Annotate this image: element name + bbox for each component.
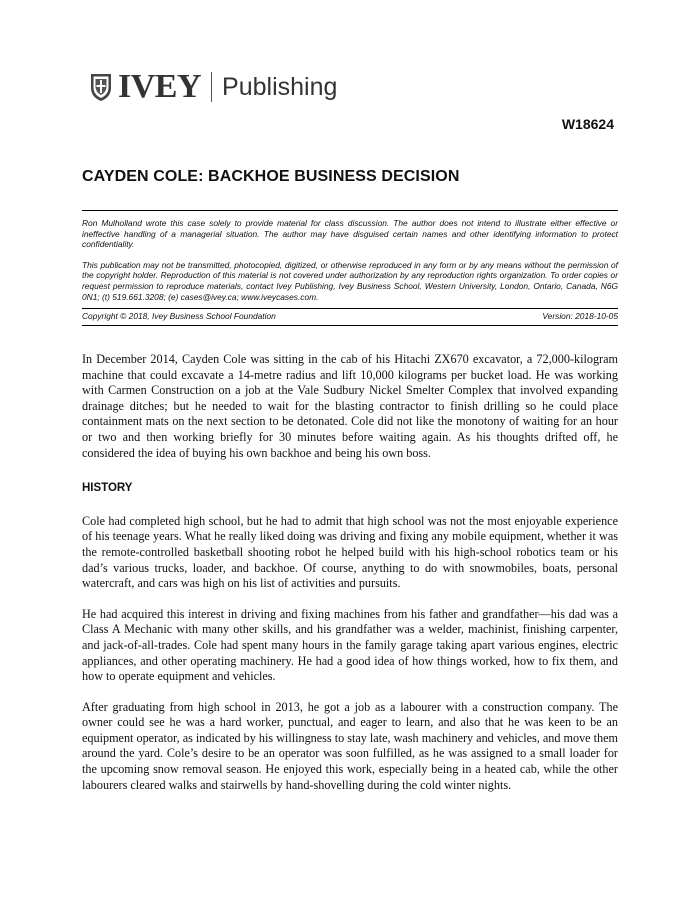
- case-body: [82, 352, 618, 808]
- history-heading: HISTORY: [82, 482, 133, 495]
- logo-divider: [211, 72, 212, 102]
- history-paragraph-2: He had acquired this interest in driving and fixing machines from his father and grandfather—his dad was a Class A Mechanic with many other skills, and his grandfather was a welder, machinist, finishing carpenter, and jack-of-all-trades. Cole had spent many hours in the family garage taking apart various engines, electric appliances, and other operating machinery. He had a good idea of how things worked, how to fix them, and how to operate equipment and vehicles.: [82, 606, 618, 684]
- version-text: Version: 2018-10-05: [542, 311, 618, 322]
- case-title: CAYDEN COLE: BACKHOE BUSINESS DECISION: [82, 168, 460, 185]
- authorship-notice: Ron Mulholland wrote this case solely to provide material for class discussion. The author does not intend to illustrate either effective or ineffective handling of a managerial situation. The author may have disguised certain names and other identifying information to protect confidentiality.: [82, 218, 618, 250]
- logo-wordmark: IVEY: [118, 68, 202, 105]
- intro-paragraph: In December 2014, Cayden Cole was sitting in the cab of his Hitachi ZX670 excavator, a 72,000-kilogram machine that could excavate a 14-metre radius and lift 10,000 kilograms per bucket load. He was working with Carmen Construction on a job at the Vale Sudbury Nickel Smelter Complex that involved expanding drainage ditches; but he needed to wait for the blasting contractor to finish drilling so he could place containment mats on the next section to be detonated. Cole did not like the monotony of waiting for an hour or two and then working briefly for 30 minutes before waiting again. As his thoughts drifted off, he considered the idea of buying his own backhoe and being his own boss.: [82, 352, 618, 460]
- legal-notice-box: [82, 210, 618, 326]
- history-paragraph-1: Cole had completed high school, but he had to admit that high school was not the most enjoyable experience of his teenage years. What he really liked doing was driving and fixing any mobile equipment, whether it was the remote-controlled basketball shooting robot he helped build with his high-school robotics team or his dad’s various trucks, loader, and backhoe. Of course, anything to do with snowmobiles, boats, personal watercraft, and cars was high on his list of activities and pursuits.: [82, 513, 618, 591]
- ivey-crest-icon: [90, 72, 112, 102]
- logo-publishing-text: Publishing: [222, 72, 338, 101]
- permissions-notice: This publication may not be transmitted, photocopied, digitized, or otherwise reproduced in any form or by any means without the permission of the copyright holder. Reproduction of this material is not covered under authorization by any reproduction rights organization. To order copies or request permission to reproduce materials, contact Ivey Publishing, Ivey Business School, Western University, London, Ontario, Canada, N6G 0N1; (t) 519.661.3208; (e) cases@ivey.ca; www.iveycases.com.: [82, 259, 618, 302]
- case-number: W18624: [561, 116, 614, 132]
- copyright-row: [82, 308, 618, 322]
- ivey-publishing-logo: [90, 68, 337, 106]
- copyright-text: Copyright © 2018, Ivey Business School Foundation: [82, 311, 276, 322]
- history-paragraph-3: After graduating from high school in 2013, he got a job as a labourer with a construction company. The owner could see he was a hard worker, punctual, and eager to learn, and also that he was keen to be an equipment operator, as indicated by his willingness to stay late, wash machinery and vehicles, and move them around the yard. Cole’s desire to be an operator was soon fulfilled, as he was assigned to a small loader for the upcoming snow removal season. He enjoyed this work, especially being in a heated cab, while the other labourers cleared walks and stairwells by hand-shovelling during the cold winter nights.: [82, 699, 618, 792]
